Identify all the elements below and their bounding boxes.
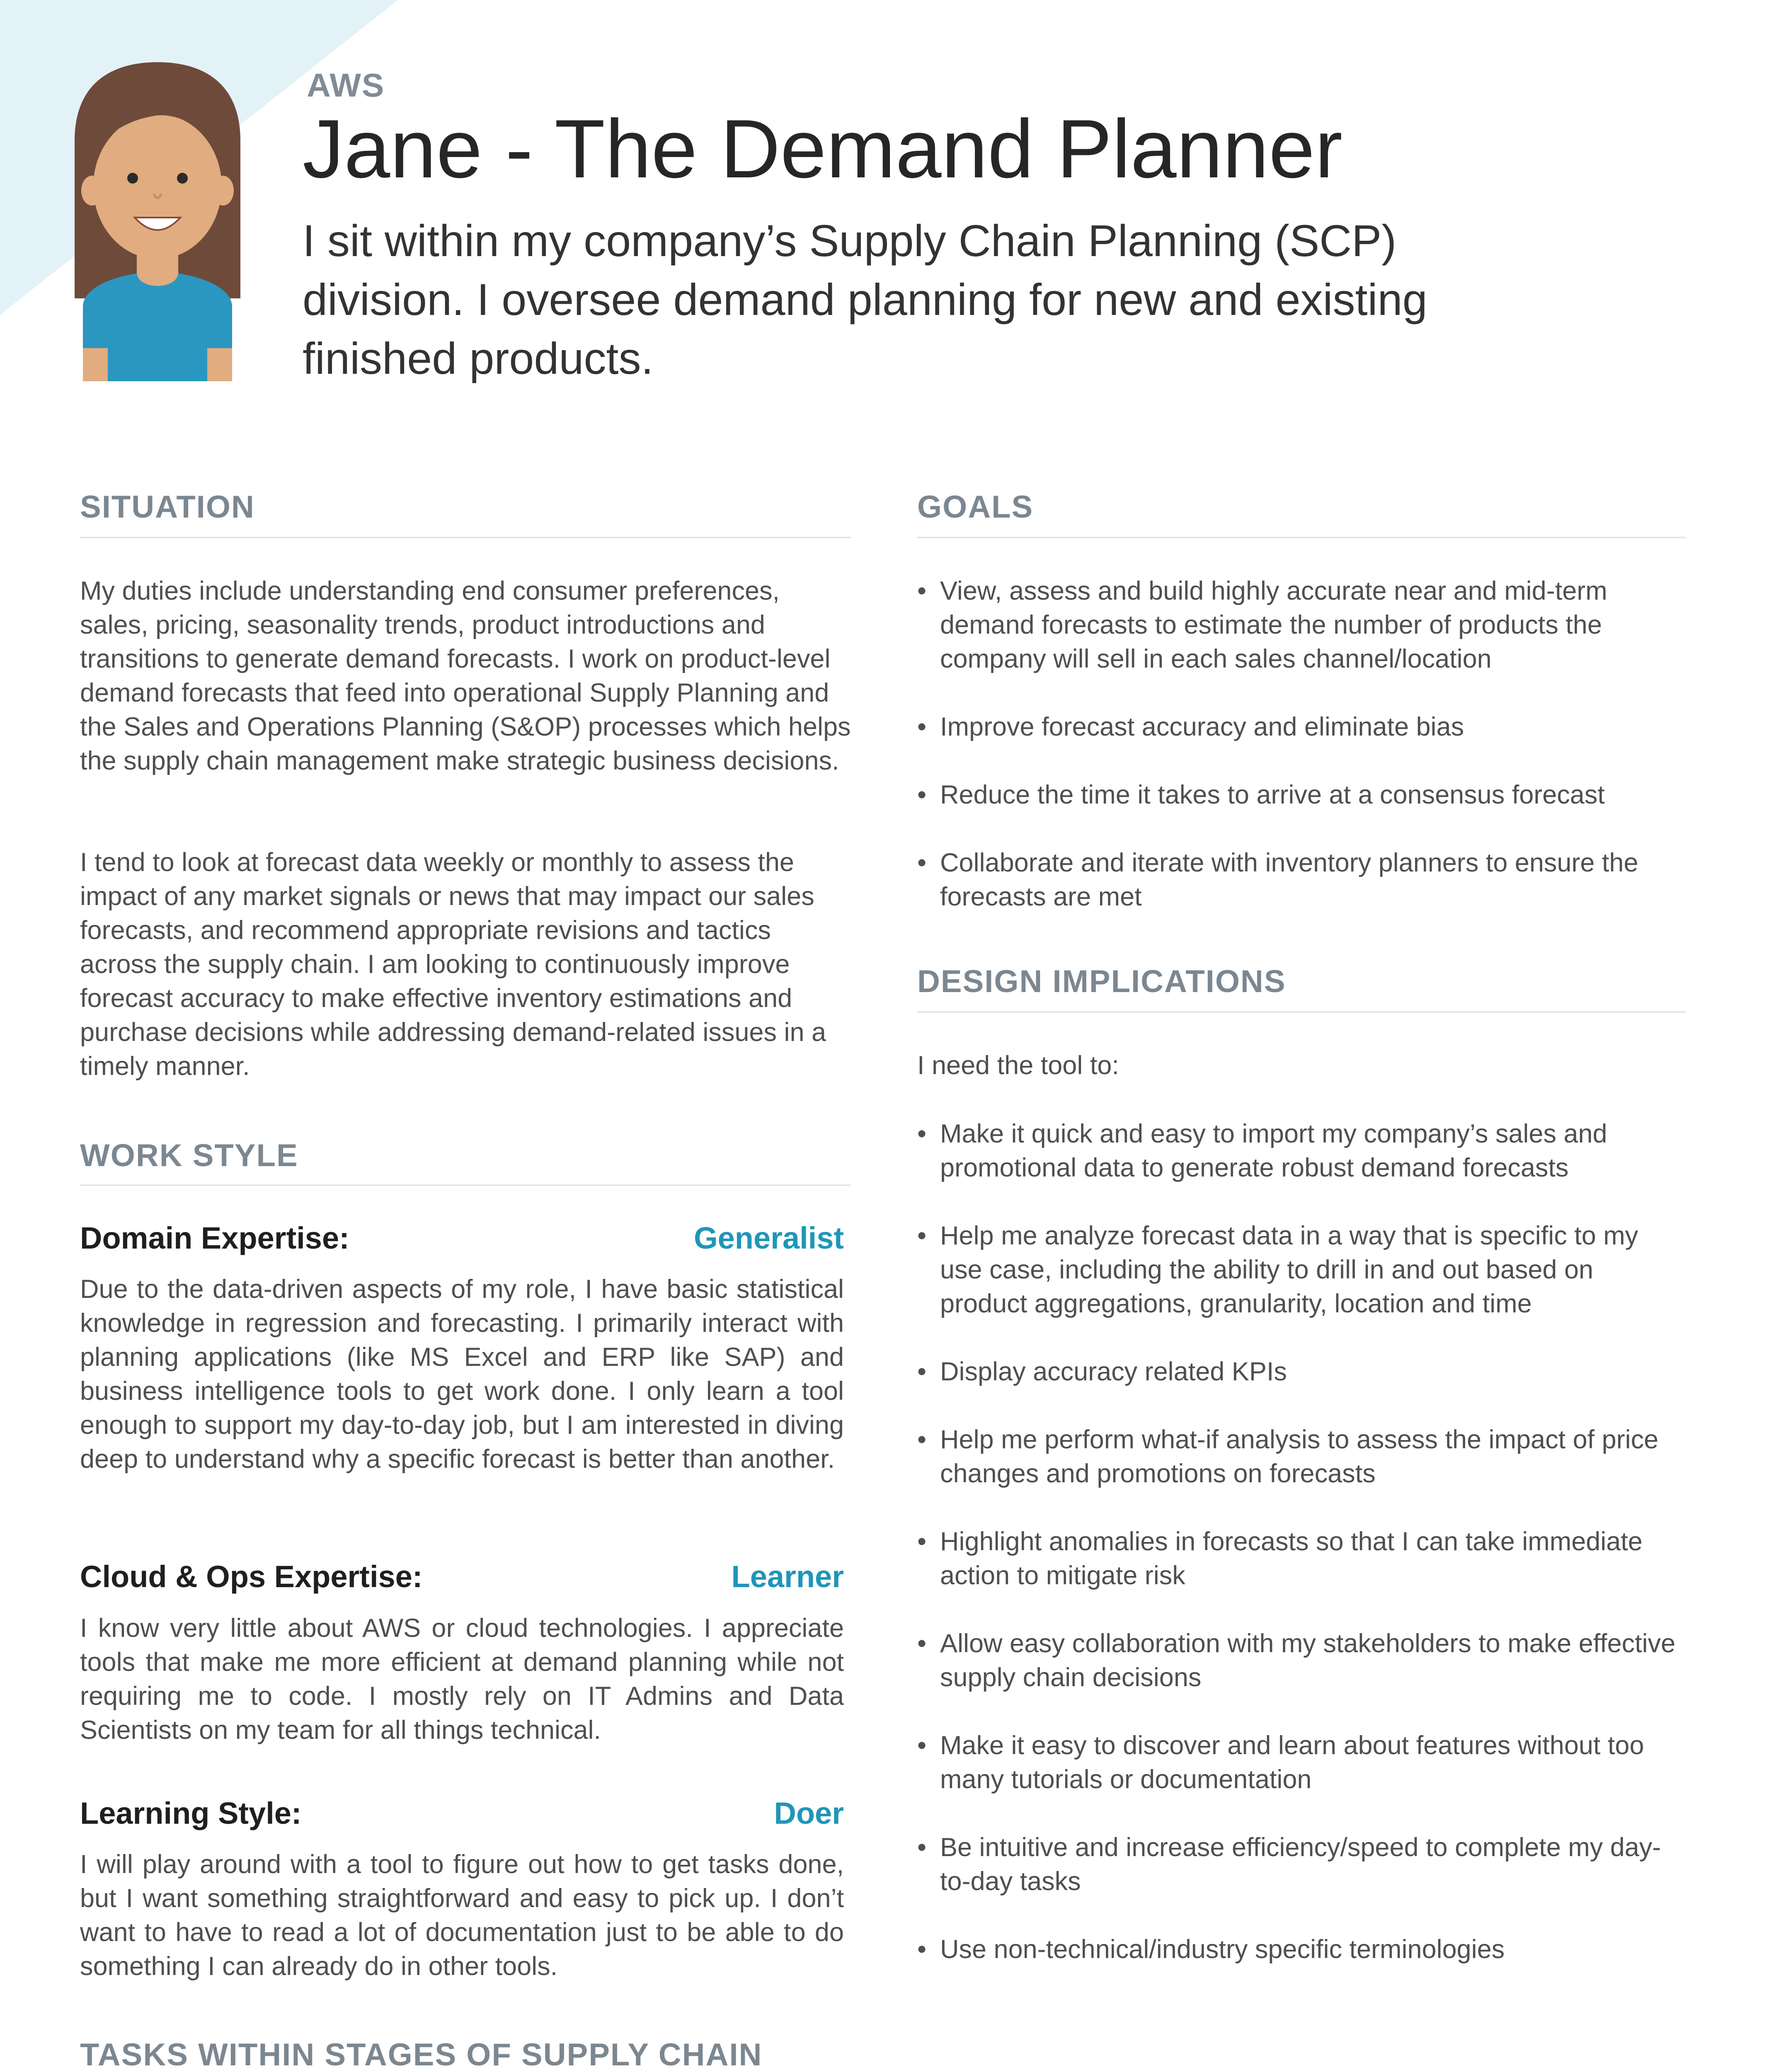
- situation-paragraph-2: I tend to look at forecast data weekly or monthly to assess the impact of any market signals or news that may impact our sales forecasts, and recommend appropriate revisions and tactics across the supply chain. I am looking to continuously improve forecast accuracy to make effective inventory estimations and purchase decisions while addressing demand-related issues in a timely manner.: [80, 848, 826, 1081]
- learning-style-text: I will play around with a tool to figure out how to get tasks done, but I want something straightforward and easy to pick up. I don’t want to have to read a lot of documentation just to be able to do something I can already do in other tools.: [80, 1850, 844, 1981]
- brand-label: AWS: [307, 67, 385, 104]
- domain-expertise-text: Due to the data-driven aspects of my role, I have basic statistical knowledge in regression and forecasting. I primarily interact with planning applications (like MS Excel and ERP like SAP) and business intelligence tools to get work done. I only learn a tool enough to support my day-to-day job, but I am interested in diving deep to understand why a specific forecast is better than another.: [80, 1275, 844, 1474]
- persona-summary: I sit within my company’s Supply Chain Planning (SCP) division. I oversee demand planning for new and existing finished products.: [303, 215, 1427, 383]
- design-implication-item: • Help me perform what-if analysis to assess the impact of price changes and promotions on forecasts: [917, 1423, 1686, 1491]
- learning-style-label: Learning Style:: [80, 1796, 302, 1830]
- goals-divider: [917, 537, 1686, 538]
- goals-list: [917, 574, 1686, 948]
- situation-heading: SITUATION: [80, 489, 255, 525]
- work-style-divider: [80, 1184, 851, 1186]
- situation-divider: [80, 537, 851, 538]
- domain-expertise-level: Generalist: [694, 1221, 844, 1255]
- design-implication-item: • Use non-technical/industry specific terminologies: [917, 1932, 1686, 1966]
- domain-expertise-label: Domain Expertise:: [80, 1221, 349, 1255]
- design-implication-item: • Make it easy to discover and learn about features without too many tutorials or documentation: [917, 1728, 1686, 1796]
- goal-item: • Reduce the time it takes to arrive at a consensus forecast: [917, 778, 1686, 812]
- design-implication-item: • Display accuracy related KPIs: [917, 1355, 1686, 1389]
- cloud-expertise-text: I know very little about AWS or cloud technologies. I appreciate tools that make me more efficient at demand planning while not requiring me to code. I mostly rely on IT Admins and Data Scientists on my team for all things technical.: [80, 1614, 844, 1745]
- cloud-expertise-level: Learner: [731, 1559, 844, 1594]
- design-implication-item: • Be intuitive and increase efficiency/speed to complete my day-to-day tasks: [917, 1830, 1686, 1898]
- domain-expertise-row: [80, 1220, 844, 1256]
- goal-item: • View, assess and build highly accurate near and mid-term demand forecasts to estimate the number of products the company will sell in each sales channel/location: [917, 574, 1686, 676]
- design-implications-list: [917, 1117, 1686, 2000]
- design-implication-item: • Allow easy collaboration with my stakeholders to make effective supply chain decisions: [917, 1627, 1686, 1694]
- design-implication-item: • Make it quick and easy to import my company’s sales and promotional data to generate robust demand forecasts: [917, 1117, 1686, 1185]
- design-implication-item: • Highlight anomalies in forecasts so that I can take immediate action to mitigate risk: [917, 1525, 1686, 1593]
- goal-item: • Collaborate and iterate with inventory planners to ensure the forecasts are met: [917, 846, 1686, 914]
- cloud-expertise-label: Cloud & Ops Expertise:: [80, 1559, 423, 1594]
- goal-item: • Improve forecast accuracy and eliminate bias: [917, 710, 1686, 744]
- design-implication-item: • Help me analyze forecast data in a way that is specific to my use case, including the ability to drill in and out based on product aggregations, granularity, location and time: [917, 1219, 1686, 1321]
- goals-heading: GOALS: [917, 489, 1034, 525]
- learning-style-row: [80, 1796, 844, 1831]
- learning-style-level: Doer: [774, 1796, 844, 1830]
- cloud-expertise-row: [80, 1559, 844, 1594]
- design-implications-heading: DESIGN IMPLICATIONS: [917, 964, 1286, 999]
- persona-avatar: [66, 58, 249, 390]
- tasks-heading: TASKS WITHIN STAGES OF SUPPLY CHAIN: [80, 2037, 763, 2072]
- situation-paragraph-1: My duties include understanding end consumer preferences, sales, pricing, seasonality trends, product introductions and transitions to generate demand forecasts. I work on product-level demand forecasts that feed into operational Supply Planning and the Sales and Operations Planning (S&OP) processes which helps the supply chain management make strategic business decisions.: [80, 576, 851, 775]
- design-implications-divider: [917, 1011, 1686, 1013]
- work-style-heading: WORK STYLE: [80, 1138, 298, 1173]
- page-title: Jane - The Demand Planner: [303, 103, 1343, 195]
- design-implications-intro: I need the tool to:: [917, 1051, 1119, 1080]
